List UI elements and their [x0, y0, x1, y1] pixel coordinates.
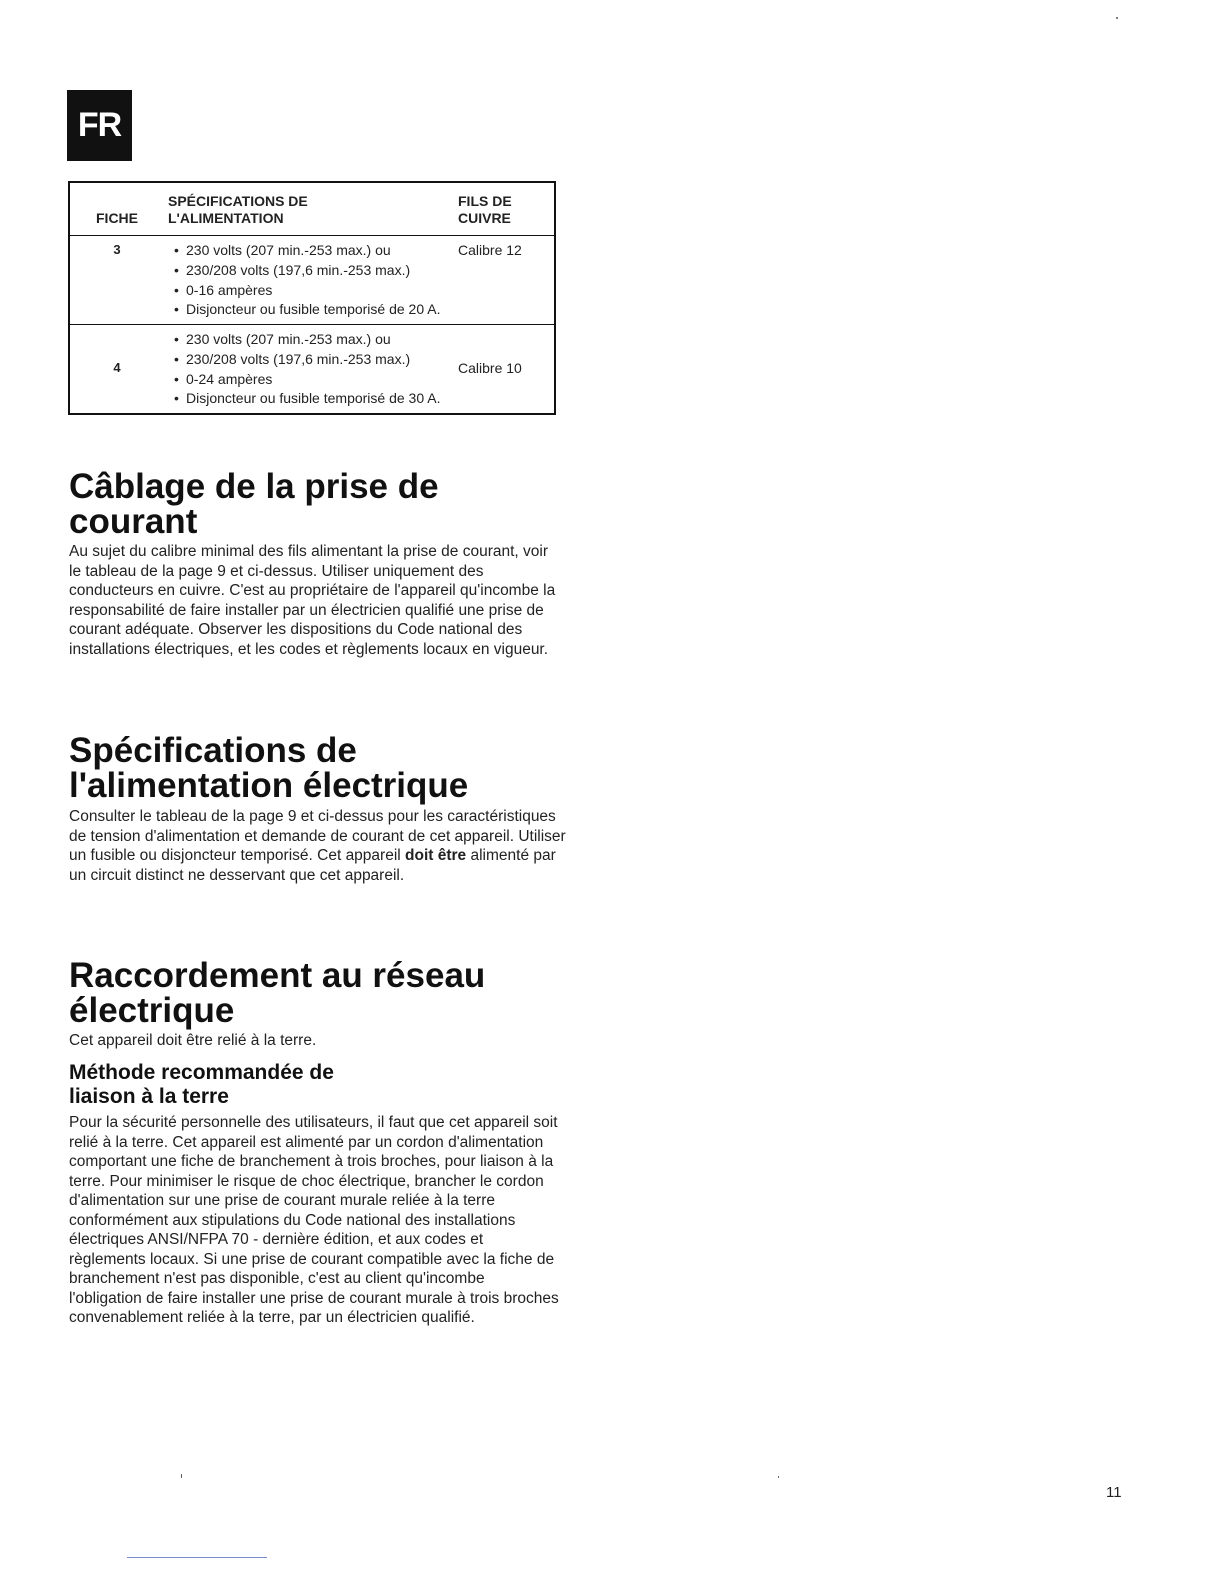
page-number: 11	[1106, 1484, 1122, 1501]
heading-cablage-line2: courant	[69, 502, 198, 541]
language-badge: FR	[67, 90, 132, 161]
spec-item: • Disjoncteur ou fusible temporisé de 30 A.	[170, 389, 450, 407]
spec-item: • 230/208 volts (197,6 min.-253 max.)	[170, 349, 450, 369]
liaison-terre-body: Pour la sécurité personnelle des utilisateurs, il faut que cet appareil soit relié à la terre. Cet appareil est alimenté par un cordon d'alimentation comportant une fiche de branchement à trois broches, pour liaison à la terre. Pour minimiser le risque de choc électrique, brancher le cordon d'alimentation sur une prise de courant murale reliée à la terre conformément aux stipulations du Code national des installations électriques ANSI/NFPA 70 - dernière édition, et aux codes et règlements locaux. Si une prise de courant compatible avec la fiche de branchement n'est pas disponible, c'est au client qu'incombe l'obligation de faire installer une prise de courant murale à trois broches convenablement reliée à la terre, par un électricien qualifié.	[69, 1114, 559, 1326]
header-spec-line1: SPÉCIFICATIONS DE	[168, 193, 308, 209]
spec-item: • 0-16 ampères	[170, 280, 450, 300]
power-spec-table	[68, 181, 556, 415]
spec-list	[168, 240, 450, 318]
spec-item: • Disjoncteur ou fusible temporisé de 20 A.	[170, 300, 450, 318]
fiche-cell: 4	[113, 360, 121, 375]
header-wire	[454, 182, 555, 236]
heading-raccordement-line2: électrique	[69, 991, 235, 1030]
table-row	[69, 325, 555, 415]
raccordement-intro: Cet appareil doit être relié à la terre.	[69, 1032, 317, 1049]
spec-list	[168, 329, 450, 407]
spec-item: • 230/208 volts (197,6 min.-253 max.)	[170, 260, 450, 280]
subheading-line1: Méthode recommandée de	[69, 1061, 334, 1084]
cablage-body: Au sujet du calibre minimal des fils alimentant la prise de courant, voir le tableau de la page 9 et ci-dessus. Utiliser uniquement des conducteurs en cuivre. C'est au propriétaire de l'appareil qu'incombe la responsabilité de faire installer par un électricien qualifié une prise de courant adéquate. Observer les dispositions du Code national des installations électriques, et les codes et règlements locaux en vigueur.	[69, 543, 556, 658]
specifications-body-end: alimenté par un circuit distinct ne desservant que cet appareil.	[69, 847, 556, 884]
spec-cell	[164, 236, 454, 325]
heading-cablage-line1: Câblage de la prise de	[69, 467, 439, 506]
heading-specifications	[69, 733, 468, 803]
bottom-rule	[127, 1557, 267, 1558]
table-row	[69, 236, 555, 325]
subheading-line2: liaison à la terre	[69, 1085, 229, 1108]
header-wire-line2: CUIVRE	[458, 210, 511, 226]
header-spec-line2: L'ALIMENTATION	[168, 210, 284, 226]
header-spec	[164, 182, 454, 236]
heading-cablage	[69, 469, 439, 539]
subheading-liaison-terre	[69, 1061, 334, 1109]
specifications-body-start: Consulter le tableau de la page 9 et ci-dessus pour les caractéristiques de tension d'alimentation et demande de courant de cet appareil. Utiliser un fusible ou disjoncteur temporisé. Cet appareil	[69, 808, 566, 864]
heading-specifications-line1: Spécifications de	[69, 731, 357, 770]
specifications-body-bold: doit être	[405, 847, 467, 864]
spec-item: • 0-24 ampères	[170, 369, 450, 389]
wire-cell: Calibre 12	[454, 236, 555, 325]
spec-cell	[164, 325, 454, 415]
fiche-cell: 3	[69, 236, 164, 325]
heading-raccordement	[69, 958, 485, 1028]
table-header-row	[69, 182, 555, 236]
scan-speck	[1116, 17, 1118, 19]
spec-item: • 230 volts (207 min.-253 max.) ou	[170, 329, 450, 349]
heading-raccordement-line1: Raccordement au réseau	[69, 956, 486, 995]
header-fiche: FICHE	[69, 182, 164, 236]
specifications-body	[69, 807, 567, 885]
header-wire-line1: FILS DE	[458, 193, 512, 209]
spec-item: • 230 volts (207 min.-253 max.) ou	[170, 240, 450, 260]
wire-cell: Calibre 10	[458, 360, 522, 376]
scan-speck	[778, 1476, 779, 1478]
heading-specifications-line2: l'alimentation électrique	[69, 766, 469, 805]
scan-speck	[181, 1474, 182, 1478]
